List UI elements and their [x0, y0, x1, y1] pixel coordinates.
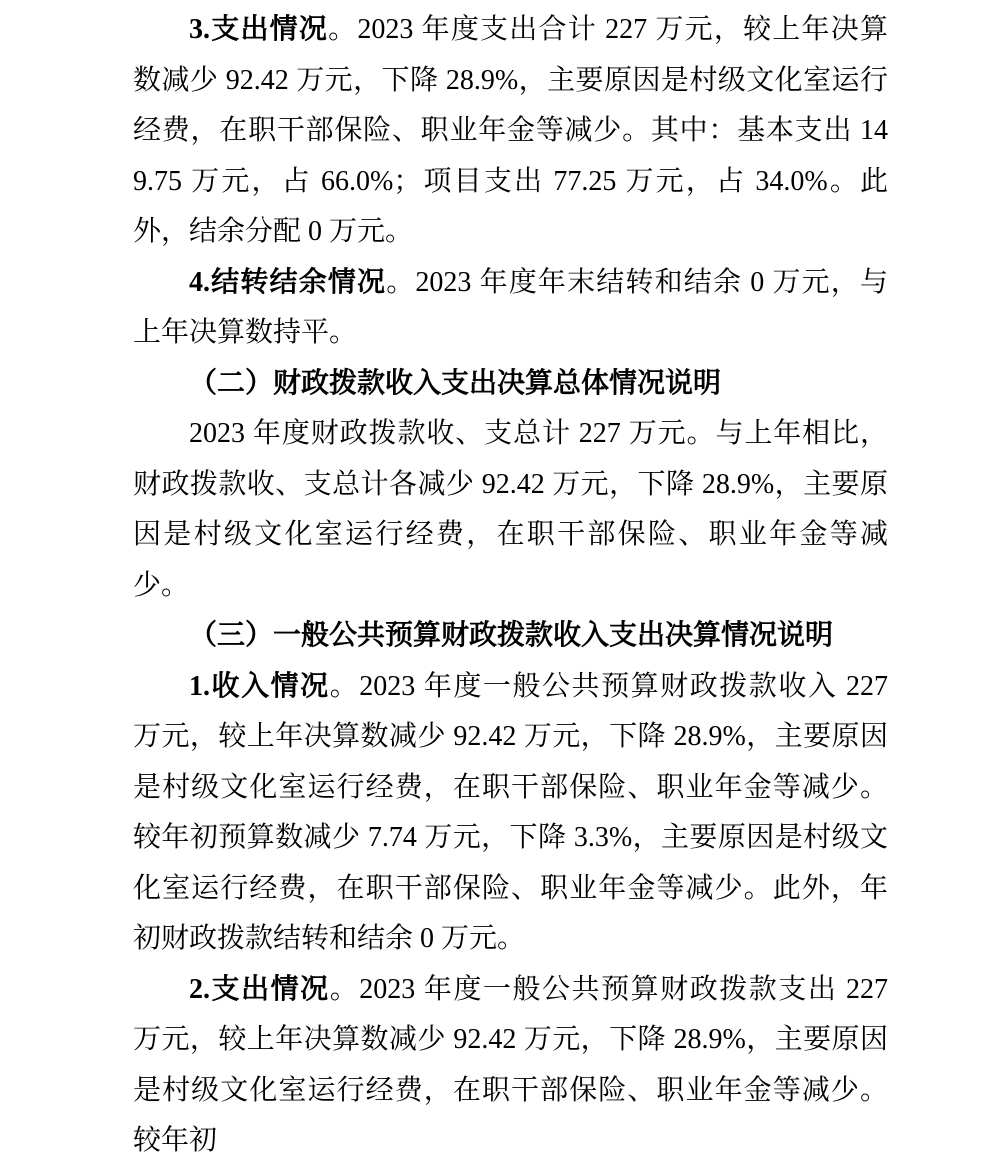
paragraph-expenditure-overview	[133, 5, 888, 258]
section-heading-general-public-budget-label: （三）一般公共预算财政拨款收入支出决算情况说明	[189, 620, 834, 651]
section-heading-fiscal-appropriation-label: （二）财政拨款收入支出决算总体情况说明	[189, 367, 722, 399]
paragraph-text-expenditure: 。2023 年度支出合计 227 万元，较上年决算数减少 92.42 万元，下降 28.9%，主要原因是村级文化室运行经费，在职干部保险、职业年金等减少。其中：基本支出 149.75 万元，占 66.0%；项目支出 77.25 万元，占 34.0%。此外，结余分配 0 万元。	[133, 14, 888, 247]
paragraph-lead-income: 1.收入情况	[189, 670, 330, 702]
section-heading-fiscal-appropriation	[133, 359, 888, 410]
paragraph-carryover	[133, 258, 888, 359]
paragraph-text-income: 。2023 年度一般公共预算财政拨款收入 227 万元，较上年决算数减少 92.42 万元，下降 28.9%，主要原因是村级文化室运行经费，在职干部保险、职业年金等减少。较年初预算数减少 7.74 万元，下降 3.3%，主要原因是村级文化室运行经费，在职干部保险、职业年金等减少。此外，年初财政拨款结转和结余 0 万元。	[133, 670, 888, 954]
paragraph-expenditure-general-budget	[133, 965, 888, 1167]
paragraph-income-situation	[133, 662, 888, 965]
paragraph-text-expenditure-general: 。2023 年度一般公共预算财政拨款支出 227 万元，较上年决算数减少 92.42 万元，下降 28.9%，主要原因是村级文化室运行经费，在职干部保险、职业年金等减少。较年初	[133, 973, 888, 1156]
paragraph-lead-carryover: 4.结转结余情况	[189, 266, 387, 298]
paragraph-text-carryover: 。2023 年度年末结转和结余 0 万元，与上年决算数持平。	[133, 266, 888, 348]
paragraph-text-fiscal-appropriation-total: 2023 年度财政拨款收、支总计 227 万元。与上年相比，财政拨款收、支总计各减少 92.42 万元，下降 28.9%，主要原因是村级文化室运行经费，在职干部保险、职业年金等减少。	[133, 418, 888, 601]
paragraph-fiscal-appropriation-total	[133, 409, 888, 611]
paragraph-lead-expenditure: 3.支出情况	[189, 14, 329, 45]
paragraph-lead-expenditure-general: 2.支出情况	[189, 973, 330, 1005]
section-heading-general-public-budget	[133, 611, 888, 662]
